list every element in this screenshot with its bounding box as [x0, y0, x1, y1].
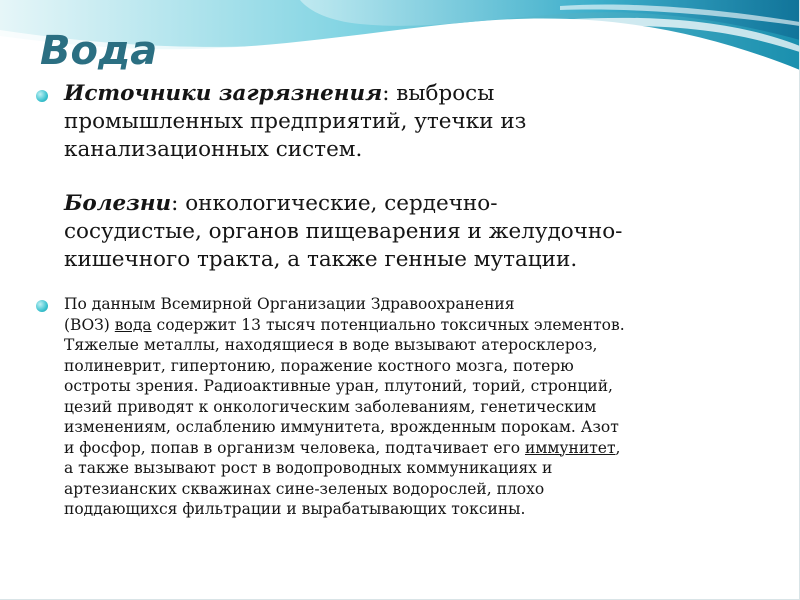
- text-line: полиневрит, гипертонию, поражение костного мозга, потерю: [64, 356, 574, 375]
- text-line: промышленных предприятий, утечки из: [64, 109, 527, 134]
- text-line: сосудистые, органов пищеварения и желудочно-: [64, 219, 623, 244]
- diseases-paragraph: [64, 190, 776, 274]
- text-line: (ВОЗ): [64, 315, 115, 334]
- text-line: поддающихся фильтрации и вырабатывающих токсины.: [64, 500, 526, 518]
- bullet-text-large: [64, 80, 776, 274]
- bullet-dot-icon: [36, 300, 48, 312]
- bullet-item-pollution: [36, 80, 776, 274]
- term-separator: :: [171, 191, 186, 216]
- text-line: содержит 13 тысяч потенциально токсичных элементов.: [151, 315, 625, 334]
- text-line: кишечного тракта, а также генные мутации.: [64, 247, 578, 272]
- text-line: онкологические, сердечно-: [185, 191, 498, 216]
- text-line: остроты зрения. Радиоактивные уран, плутоний, торий, стронций,: [64, 377, 613, 395]
- text-line: изменениям, ослаблению иммунитета, врожденным порокам. Азот: [64, 418, 619, 436]
- bullet-dot-icon: [36, 90, 48, 102]
- pollution-sources-paragraph: [64, 80, 776, 164]
- text-line: и фосфор, попав в организм человека, подтачивает его: [64, 438, 525, 457]
- text-line: канализационных систем.: [64, 137, 363, 162]
- water-link[interactable]: вода: [114, 315, 152, 334]
- immunity-link[interactable]: иммунитет: [524, 438, 616, 457]
- text-line: выбросы: [396, 81, 495, 106]
- text-line: По данным Всемирной Организации Здравоохранения: [64, 295, 515, 313]
- diseases-term: Болезни: [64, 191, 172, 216]
- text-line: а также вызывают рост в водопроводных коммуникациях и: [64, 459, 553, 477]
- text-line: цезий приводят к онкологическим заболеваниям, генетическим: [64, 397, 597, 416]
- pollution-sources-term: Источники загрязнения: [64, 81, 383, 106]
- text-line: артезианских скважинах сине-зеленых водорослей, плохо: [64, 479, 545, 498]
- text-line: ,: [615, 438, 621, 457]
- term-separator: :: [382, 81, 397, 106]
- text-line: Тяжелые металлы, находящиеся в воде вызывают атеросклероз,: [64, 336, 598, 354]
- bullet-item-who-data: [36, 294, 776, 520]
- bullet-text-small: [64, 294, 776, 520]
- slide-title: Вода: [40, 28, 158, 74]
